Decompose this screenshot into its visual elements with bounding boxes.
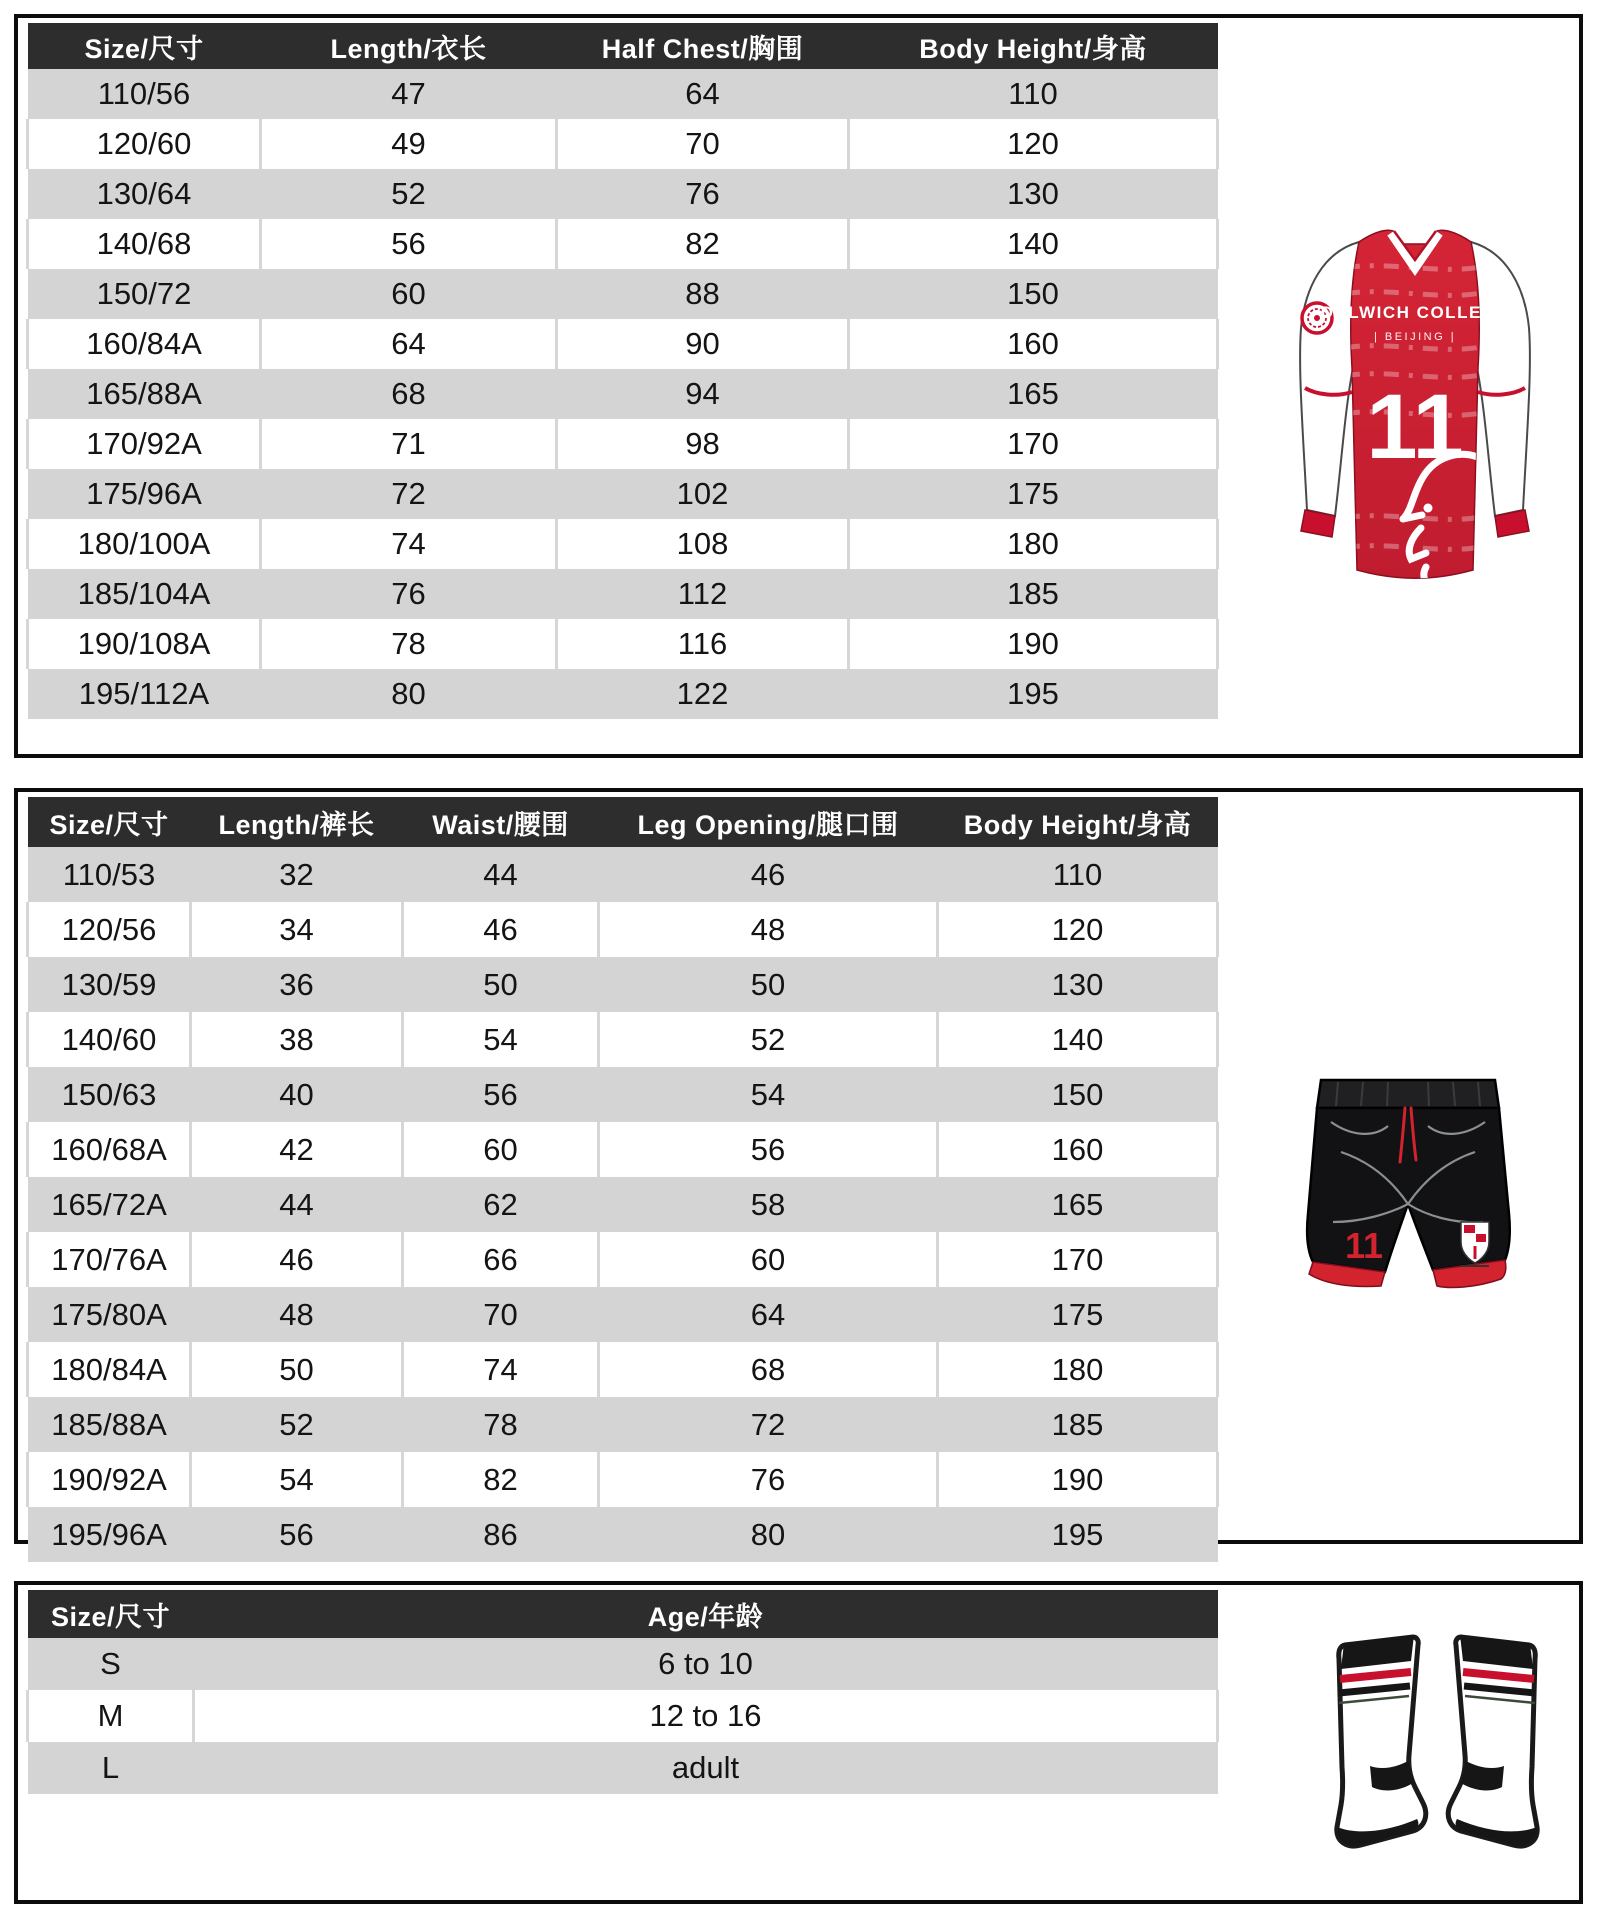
column-header: Half Chest/胸围 [557, 23, 849, 69]
shorts-waistband [1317, 1080, 1499, 1108]
table-cell: 165 [849, 369, 1218, 419]
table-cell: 47 [261, 69, 557, 119]
column-header: Size/尺寸 [28, 23, 261, 69]
shorts-size-table [26, 797, 1219, 1562]
table-cell: 170/76A [28, 1232, 191, 1287]
table-cell: 64 [599, 1287, 938, 1342]
table-cell: 110/53 [28, 847, 191, 902]
table-cell: 102 [557, 469, 849, 519]
table-row [28, 1397, 1218, 1452]
table-cell: 56 [191, 1507, 403, 1562]
table-cell: 70 [557, 119, 849, 169]
table-cell: 48 [599, 902, 938, 957]
table-row [28, 1742, 1218, 1794]
table-row [28, 1287, 1218, 1342]
table-cell: 140 [938, 1012, 1218, 1067]
table-cell: 12 to 16 [194, 1690, 1218, 1742]
table-cell: 180 [849, 519, 1218, 569]
table-cell: 60 [403, 1122, 599, 1177]
table-cell: 150/72 [28, 269, 261, 319]
socks-size-panel [14, 1581, 1583, 1904]
table-cell: 42 [191, 1122, 403, 1177]
table-cell: 64 [261, 319, 557, 369]
table-cell: 190/108A [28, 619, 261, 669]
table-cell: 60 [261, 269, 557, 319]
table-cell: 195 [938, 1507, 1218, 1562]
header-row [28, 1590, 1218, 1638]
table-cell: 185 [849, 569, 1218, 619]
table-cell: 54 [599, 1067, 938, 1122]
table-cell: 71 [261, 419, 557, 469]
table-cell: 34 [191, 902, 403, 957]
table-cell: 116 [557, 619, 849, 669]
table-cell: 58 [599, 1177, 938, 1232]
table-row [28, 847, 1218, 902]
table-row [28, 1122, 1218, 1177]
column-header: Age/年龄 [194, 1590, 1218, 1638]
table-row [28, 419, 1218, 469]
shorts-illustration [1293, 1064, 1523, 1294]
table-row [28, 1012, 1218, 1067]
table-cell: 175 [938, 1287, 1218, 1342]
table-cell: 68 [261, 369, 557, 419]
header-row [28, 797, 1218, 847]
table-cell: 120 [938, 902, 1218, 957]
table-cell: L [28, 1742, 194, 1794]
table-cell: 98 [557, 419, 849, 469]
table-row [28, 669, 1218, 719]
table-cell: 44 [191, 1177, 403, 1232]
column-header: Body Height/身高 [938, 797, 1218, 847]
table-cell: 74 [403, 1342, 599, 1397]
sock-right [1448, 1635, 1537, 1846]
table-cell: 94 [557, 369, 849, 419]
table-cell: 54 [191, 1452, 403, 1507]
table-cell: 180 [938, 1342, 1218, 1397]
table-row [28, 902, 1218, 957]
table-cell: 36 [191, 957, 403, 1012]
table-cell: 46 [191, 1232, 403, 1287]
table-row [28, 469, 1218, 519]
table-cell: 50 [403, 957, 599, 1012]
table-cell: S [28, 1638, 194, 1690]
table-cell: 150 [938, 1067, 1218, 1122]
table-cell: 38 [191, 1012, 403, 1067]
header-row [28, 23, 1218, 69]
table-cell: 76 [557, 169, 849, 219]
table-cell: 74 [261, 519, 557, 569]
table-cell: 6 to 10 [194, 1638, 1218, 1690]
table-cell: 50 [599, 957, 938, 1012]
table-cell: 190 [849, 619, 1218, 669]
jersey-illustration [1275, 218, 1555, 598]
column-header: Length/衣长 [261, 23, 557, 69]
table-row [28, 119, 1218, 169]
shirt-size-table [26, 23, 1219, 719]
table-cell: 32 [191, 847, 403, 902]
socks-illustration [1317, 1619, 1557, 1859]
sock-left [1337, 1635, 1426, 1846]
table-cell: 46 [599, 847, 938, 902]
jersey-city-label: | BEIJING | [1373, 331, 1457, 343]
table-row [28, 1452, 1218, 1507]
table-cell: 56 [599, 1122, 938, 1177]
table-cell: 160 [938, 1122, 1218, 1177]
table-cell: 49 [261, 119, 557, 169]
table-cell: 175/96A [28, 469, 261, 519]
table-cell: 175 [849, 469, 1218, 519]
column-header: Size/尺寸 [28, 1590, 194, 1638]
table-cell: 130/64 [28, 169, 261, 219]
socks-icon [1317, 1619, 1557, 1859]
table-cell: 52 [261, 169, 557, 219]
table-row [28, 519, 1218, 569]
table-row [28, 319, 1218, 369]
table-cell: 130/59 [28, 957, 191, 1012]
table-cell: 56 [261, 219, 557, 269]
shorts-number-text: 11 [1345, 1225, 1384, 1266]
table-row [28, 1690, 1218, 1742]
table-cell: 56 [403, 1067, 599, 1122]
table-cell: 54 [403, 1012, 599, 1067]
table-cell: 110 [849, 69, 1218, 119]
table-cell: 190/92A [28, 1452, 191, 1507]
table-cell: 170 [938, 1232, 1218, 1287]
table-cell: 48 [191, 1287, 403, 1342]
table-cell: M [28, 1690, 194, 1742]
table-cell: 150/63 [28, 1067, 191, 1122]
table-cell: 122 [557, 669, 849, 719]
table-row [28, 1067, 1218, 1122]
table-cell: 180/100A [28, 519, 261, 569]
table-row [28, 569, 1218, 619]
table-cell: 185/88A [28, 1397, 191, 1452]
table-cell: 140 [849, 219, 1218, 269]
table-cell: 66 [403, 1232, 599, 1287]
table-cell: 80 [261, 669, 557, 719]
table-cell: 60 [599, 1232, 938, 1287]
table-cell: 78 [261, 619, 557, 669]
table-cell: 76 [261, 569, 557, 619]
table-cell: 120/60 [28, 119, 261, 169]
table-cell: 185/104A [28, 569, 261, 619]
table-row [28, 1638, 1218, 1690]
jersey-team-name: DULWICH COLLEGE [1320, 303, 1510, 322]
table-cell: 86 [403, 1507, 599, 1562]
table-cell: 110 [938, 847, 1218, 902]
table-cell: 165 [938, 1177, 1218, 1232]
shirt-size-panel [14, 14, 1583, 758]
table-cell: 160 [849, 319, 1218, 369]
table-cell: 165/72A [28, 1177, 191, 1232]
table-cell: 82 [557, 219, 849, 269]
table-cell: 110/56 [28, 69, 261, 119]
table-row [28, 957, 1218, 1012]
shorts-size-panel [14, 788, 1583, 1552]
table-cell: 195 [849, 669, 1218, 719]
table-cell: 175/80A [28, 1287, 191, 1342]
table-row [28, 369, 1218, 419]
table-cell: 140/68 [28, 219, 261, 269]
table-cell: 50 [191, 1342, 403, 1397]
table-cell: 62 [403, 1177, 599, 1232]
table-row [28, 1507, 1218, 1562]
table-row [28, 169, 1218, 219]
table-cell: 150 [849, 269, 1218, 319]
table-cell: 195/96A [28, 1507, 191, 1562]
table-cell: 72 [599, 1397, 938, 1452]
table-cell: 112 [557, 569, 849, 619]
table-cell: 70 [403, 1287, 599, 1342]
table-cell: 120 [849, 119, 1218, 169]
table-row [28, 1232, 1218, 1287]
table-cell: 180/84A [28, 1342, 191, 1397]
table-cell: 160/84A [28, 319, 261, 369]
column-header: Body Height/身高 [849, 23, 1218, 69]
table-cell: 68 [599, 1342, 938, 1397]
table-cell: 108 [557, 519, 849, 569]
table-cell: 78 [403, 1397, 599, 1452]
table-cell: adult [194, 1742, 1218, 1794]
table-cell: 185 [938, 1397, 1218, 1452]
table-cell: 64 [557, 69, 849, 119]
table-cell: 190 [938, 1452, 1218, 1507]
table-cell: 160/68A [28, 1122, 191, 1177]
table-cell: 76 [599, 1452, 938, 1507]
table-row [28, 219, 1218, 269]
table-cell: 170 [849, 419, 1218, 469]
table-cell: 46 [403, 902, 599, 957]
table-cell: 165/88A [28, 369, 261, 419]
jersey-icon [1275, 218, 1555, 598]
table-cell: 40 [191, 1067, 403, 1122]
table-cell: 170/92A [28, 419, 261, 469]
shorts-icon [1293, 1064, 1523, 1294]
table-cell: 44 [403, 847, 599, 902]
table-row [28, 619, 1218, 669]
table-cell: 82 [403, 1452, 599, 1507]
table-cell: 90 [557, 319, 849, 369]
table-cell: 72 [261, 469, 557, 519]
jersey-number-text: 11 [1366, 376, 1464, 478]
table-cell: 88 [557, 269, 849, 319]
table-cell: 195/112A [28, 669, 261, 719]
socks-size-table [26, 1590, 1219, 1794]
table-row [28, 1177, 1218, 1232]
table-cell: 52 [599, 1012, 938, 1067]
table-cell: 130 [938, 957, 1218, 1012]
table-row [28, 269, 1218, 319]
column-header: Waist/腰围 [403, 797, 599, 847]
table-cell: 140/60 [28, 1012, 191, 1067]
table-cell: 130 [849, 169, 1218, 219]
table-row [28, 69, 1218, 119]
table-cell: 52 [191, 1397, 403, 1452]
table-cell: 80 [599, 1507, 938, 1562]
column-header: Leg Opening/腿口围 [599, 797, 938, 847]
column-header: Size/尺寸 [28, 797, 191, 847]
table-cell: 120/56 [28, 902, 191, 957]
table-row [28, 1342, 1218, 1397]
column-header: Length/裤长 [191, 797, 403, 847]
